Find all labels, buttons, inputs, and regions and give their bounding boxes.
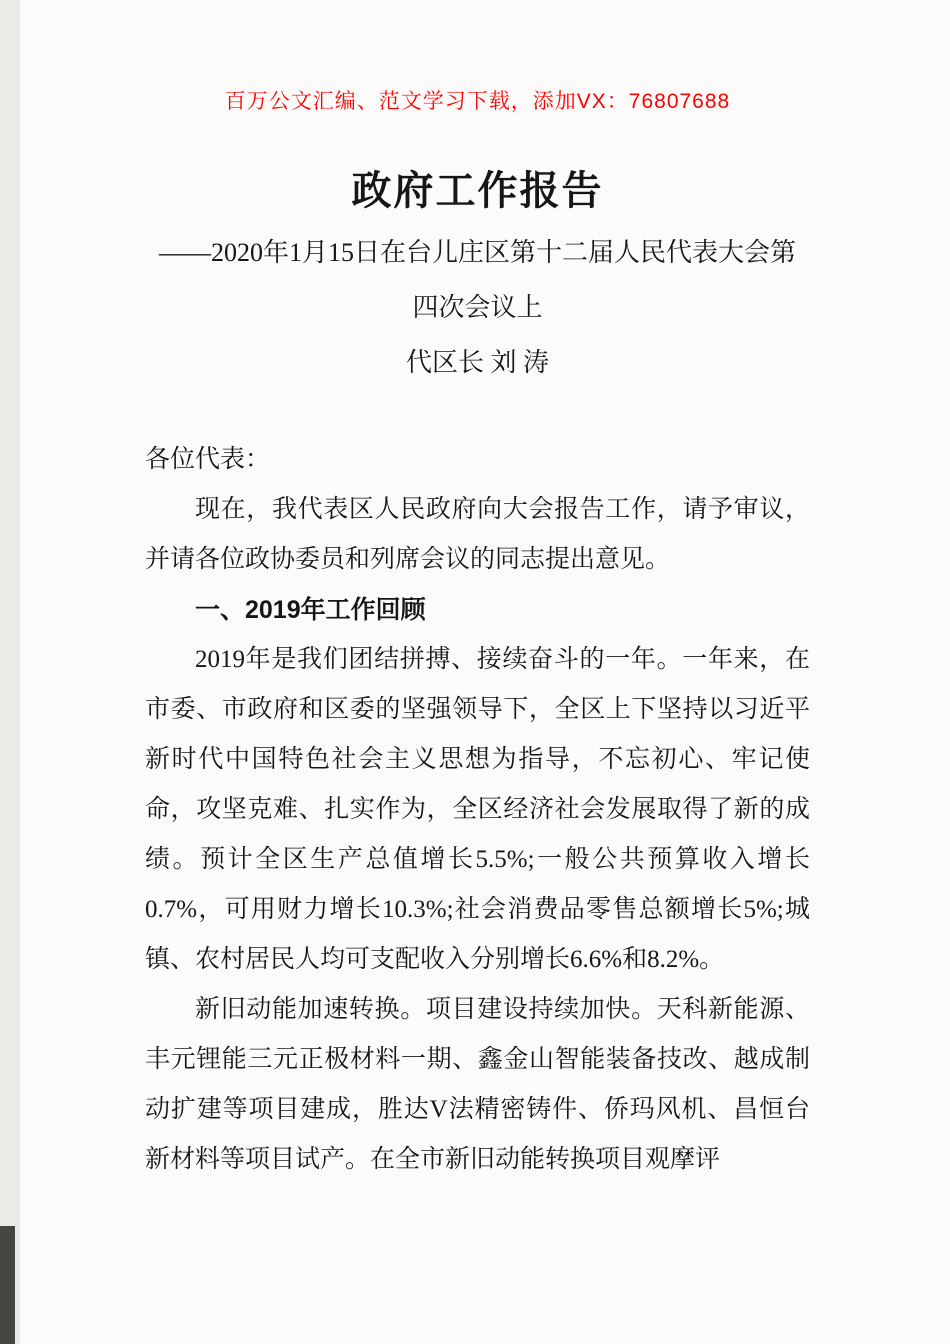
- document-subtitle-line2: 四次会议上: [412, 293, 543, 322]
- document-author-line: 代区长 刘 涛: [405, 348, 549, 377]
- body-paragraph: 2019年是我们团结拼搏、接续奋斗的一年。一年来，在市委、市政府和区委的坚强领导下，全区上下坚持以习近平新时代中国特色社会主义思想为指导，不忘初心、牢记使命，攻坚克难、扎实作为，全区经济社会发展取得了新的成绩。预计全区生产总值增长5.5%;一般公共预算收入增长0.7%，可用财力增长10.3%;社会消费品零售总额增长5%;城镇、农村居民人均可支配收入分别增长6.6%和8.2%。: [145, 646, 810, 973]
- salutation-paragraph: 各位代表：: [145, 446, 271, 473]
- body-paragraph: 现在，我代表区人民政府向大会报告工作，请予审议，并请各位政协委员和列席会议的同志提出意见。: [145, 496, 810, 573]
- document-body: [145, 435, 810, 1185]
- document-title: 政府工作报告: [351, 169, 604, 213]
- page-left-margin: [0, 0, 20, 1344]
- document-page: [20, 0, 950, 1344]
- body-paragraph: 新旧动能加速转换。项目建设持续加快。天科新能源、丰元锂能三元正极材料一期、鑫金山智能装备技改、越成制动扩建等项目建成，胜达V法精密铸件、侨玛风机、昌恒台新材料等项目试产。在全市新旧动能转换项目观摩评: [145, 996, 810, 1173]
- promo-watermark-text: 百万公文汇编、范文学习下载，添加VX：76807688: [224, 90, 731, 113]
- section-heading: 一、2019年工作回顾: [195, 596, 426, 624]
- document-subtitle-line1: ——2020年1月15日在台儿庄区第十二届人民代表大会第: [158, 238, 796, 267]
- page-corner-shadow: [0, 1226, 15, 1344]
